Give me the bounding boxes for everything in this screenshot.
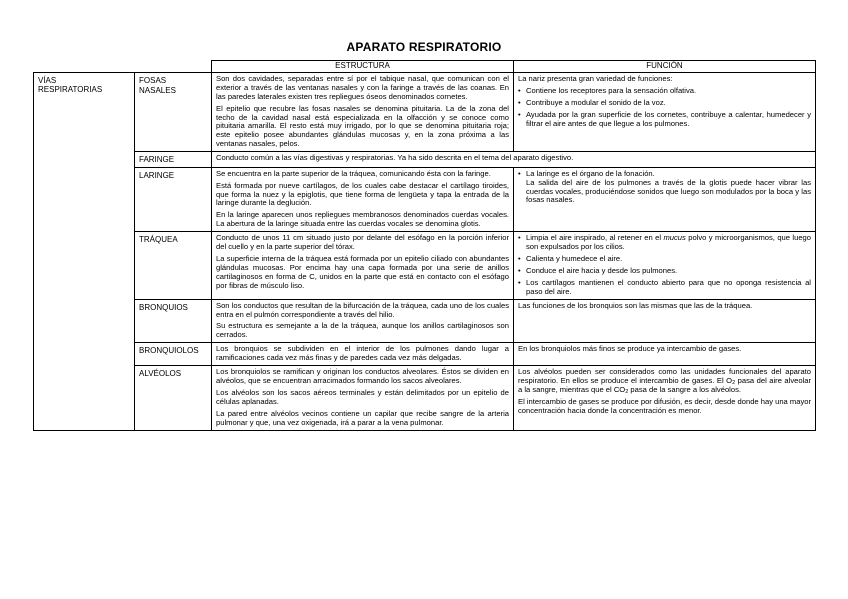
row-label-faringe: FARINGE bbox=[135, 152, 212, 168]
bullet-list bbox=[518, 170, 811, 179]
faringe-text: Conducto común a las vías digestivas y respiratorias. Ya ha sido descrita en el tema del aparato digestivo. bbox=[212, 152, 816, 168]
estructura-traquea bbox=[212, 232, 514, 299]
list-item bbox=[518, 170, 811, 179]
paragraph: Los alvéolos son los sacos aéreos terminales y están delimitados por un epitelio de células aplanadas. bbox=[216, 387, 509, 406]
paragraph: El intercambio de gases se produce por difusión, es decir, desde donde hay una mayor concentración hacia donde la concentración es menor. bbox=[518, 396, 811, 415]
paragraph: El epitelio que recubre las fosas nasales se denomina pituitaria. La de la zona del techo de la cavidad nasal está especializada en la olfacción y se conoce como pituitaria amarilla. El resto está muy irrigado, por lo que se denomina pituitaria roja; este epitelio posee abundantes glándulas mucosas y, en la zona próxima a las ventanas nasales, pelos. bbox=[216, 103, 509, 149]
list-item-text-part: polvo y microorganismos, que luego son expulsados por los cilios. bbox=[526, 233, 811, 252]
list-item bbox=[518, 87, 811, 96]
paragraph: En la laringe aparecen unos repliegues membranosos denominados cuerdas vocales. La abertura de la laringe situada entre las cuerdas vocales se denomina glotis. bbox=[216, 210, 509, 229]
emphasis-text: mucus bbox=[663, 233, 686, 243]
table-row-faringe bbox=[34, 152, 816, 168]
text-part: Los alvéolos pueden ser considerados como las unidades funcionales del aparato respiratorio. En ellos se produce el intercambio de gases. El O bbox=[518, 367, 811, 385]
estructura-bronquiolos bbox=[212, 343, 514, 366]
funcion-bronquiolos bbox=[514, 343, 816, 366]
bullet-list bbox=[518, 234, 811, 296]
table-row-bronquios bbox=[34, 299, 816, 343]
list-item-text: Contiene los receptores para la sensación olfativa. bbox=[526, 85, 697, 95]
subscript: 2 bbox=[732, 379, 736, 386]
header-funcion: FUNCIÓN bbox=[514, 61, 816, 73]
table-row-laringe bbox=[34, 167, 816, 231]
row-label-traquea: TRÁQUEA bbox=[135, 232, 212, 299]
paragraph: La superficie interna de la tráquea está formada por un epitelio ciliado con abundantes glándulas mucosas. Por encima hay una capa formada por una serie de anillos cartilaginosos en forma de C, unidos en la parte que está en contacto con el esófago por fibras de músculo liso. bbox=[216, 254, 509, 290]
paragraph: La nariz presenta gran variedad de funciones: bbox=[518, 73, 673, 83]
list-item bbox=[518, 255, 811, 264]
page-title: APARATO RESPIRATORIO bbox=[346, 40, 502, 54]
estructura-fosas-nasales bbox=[212, 72, 514, 151]
bullet-icon: • bbox=[518, 109, 521, 119]
list-item-text: La laringe es el órgano de la fonación. bbox=[526, 168, 655, 178]
paragraph: Está formada por nueve cartílagos, de los cuales cabe destacar el cartílago tiroides, que forma la nuez y la epiglotis, que tiene forma de lengüeta y tapa la entrada de la laringe durante la deglución. bbox=[216, 180, 509, 208]
group-label bbox=[34, 72, 135, 430]
text-part: pasa de la sangre a los alvéolos. bbox=[628, 384, 741, 394]
list-item-text: Calienta y humedece el aire. bbox=[526, 254, 623, 263]
paragraph: La pared entre alvéolos vecinos contiene un capilar que recibe sangre de la arteria pulmonar y que, una vez oxigenada, irá a parar a la vena pulmonar. bbox=[216, 408, 509, 427]
header-row bbox=[34, 61, 816, 73]
paragraph: Se encuentra en la parte superior de la tráquea, comunicando ésta con la faringe. bbox=[216, 168, 491, 178]
bullet-icon: • bbox=[518, 233, 521, 243]
funcion-traquea bbox=[514, 232, 816, 299]
table-row-fosas-nasales bbox=[34, 72, 816, 151]
bullet-icon: • bbox=[518, 254, 521, 263]
estructura-laringe bbox=[212, 167, 514, 231]
list-item-text: Conduce el aire hacia y desde los pulmones. bbox=[526, 265, 678, 275]
estructura-bronquios bbox=[212, 299, 514, 343]
bullet-icon: • bbox=[518, 168, 521, 178]
header-estructura: ESTRUCTURA bbox=[212, 61, 514, 73]
list-item-text-part: Limpia el aire inspirado, al retener en el bbox=[526, 233, 664, 243]
row-label-alveolos: ALVÉOLOS bbox=[135, 366, 212, 430]
table-row-bronquiolos bbox=[34, 343, 816, 366]
paragraph: Su estructura es semejante a la de la tráquea, aunque los anillos cartilaginosos son cerrados. bbox=[216, 321, 509, 340]
paragraph bbox=[518, 368, 811, 395]
row-label-fosas-nasales bbox=[135, 72, 212, 151]
list-item bbox=[518, 111, 811, 129]
bullet-icon: • bbox=[518, 85, 521, 95]
row-label-bronquios: BRONQUIOS bbox=[135, 299, 212, 343]
paragraph: La salida del aire de los pulmones a través de la glotis puede hacer vibrar las cuerdas vocales, produciéndose sonidos que luego son modulados por la boca y las fosas nasales. bbox=[526, 177, 811, 205]
funcion-fosas-nasales bbox=[514, 72, 816, 151]
list-item bbox=[518, 267, 811, 276]
row-label-bronquiolos: BRONQUIOLOS bbox=[135, 343, 212, 366]
paragraph: Son los conductos que resultan de la bifurcación de la tráquea, cada uno de los cuales entra en el pulmón correspondiente a través del hilio. bbox=[216, 300, 509, 319]
row-label-line1: FOSAS bbox=[139, 75, 167, 85]
row-label-laringe: LARINGE bbox=[135, 167, 212, 231]
header-blank-cell bbox=[34, 61, 212, 73]
bullet-icon: • bbox=[518, 97, 521, 107]
text-part: pasa del aire alveolar a la sangre, mientras que el CO bbox=[518, 375, 812, 394]
funcion-bronquios bbox=[514, 299, 816, 343]
bullet-list bbox=[518, 87, 811, 129]
paragraph: Los bronquiolos se ramifican y originan los conductos alveolares. Éstos se dividen en alvéolos, que se encuentran arracimados formando los sacos alveolares. bbox=[216, 367, 509, 385]
estructura-alveolos bbox=[212, 366, 514, 430]
respiratory-table bbox=[33, 60, 816, 431]
list-item-text: Contribuye a modular el sonido de la voz. bbox=[526, 97, 666, 107]
funcion-laringe bbox=[514, 167, 816, 231]
list-item bbox=[518, 234, 811, 252]
funcion-alveolos bbox=[514, 366, 816, 430]
list-item-text: Los cartílagos mantienen el conducto abierto para que no oponga resistencia al paso del aire. bbox=[526, 277, 811, 296]
list-item-text: Ayudada por la gran superficie de los cornetes, contribuye a calentar, humedecer y filtrar el aire antes de que llegue a los pulmones. bbox=[526, 109, 811, 128]
list-item bbox=[518, 99, 811, 108]
group-label-line1: VÍAS bbox=[38, 75, 57, 85]
list-item bbox=[518, 279, 811, 297]
paragraph: Los bronquios se subdividen en el interior de los pulmones dando lugar a ramificaciones cada vez más finas y de paredes cada vez más delgadas. bbox=[216, 344, 509, 363]
table-row-traquea bbox=[34, 232, 816, 299]
subscript: 2 bbox=[625, 388, 629, 395]
bullet-icon: • bbox=[518, 277, 521, 287]
group-label-line2: RESPIRATORIAS bbox=[38, 84, 103, 94]
paragraph: Las funciones de los bronquios son las mismas que las de la tráquea. bbox=[518, 300, 753, 310]
paragraph: Son dos cavidades, separadas entre sí por el tabique nasal, que comunican con el exterior a través de las ventanas nasales y con la faringe a través de las coanas. En las paredes laterales existen tres repliegues óseos denominados cornetes. bbox=[216, 73, 509, 101]
table-row-alveolos bbox=[34, 366, 816, 430]
paragraph: Conducto de unos 11 cm situado justo por delante del esófago en la porción inferior del cuello y en la parte superior del tórax. bbox=[216, 233, 509, 252]
paragraph: En los bronquiolos más finos se produce ya intercambio de gases. bbox=[518, 344, 742, 354]
bullet-icon: • bbox=[518, 265, 521, 275]
row-label-line2: NASALES bbox=[139, 85, 176, 95]
